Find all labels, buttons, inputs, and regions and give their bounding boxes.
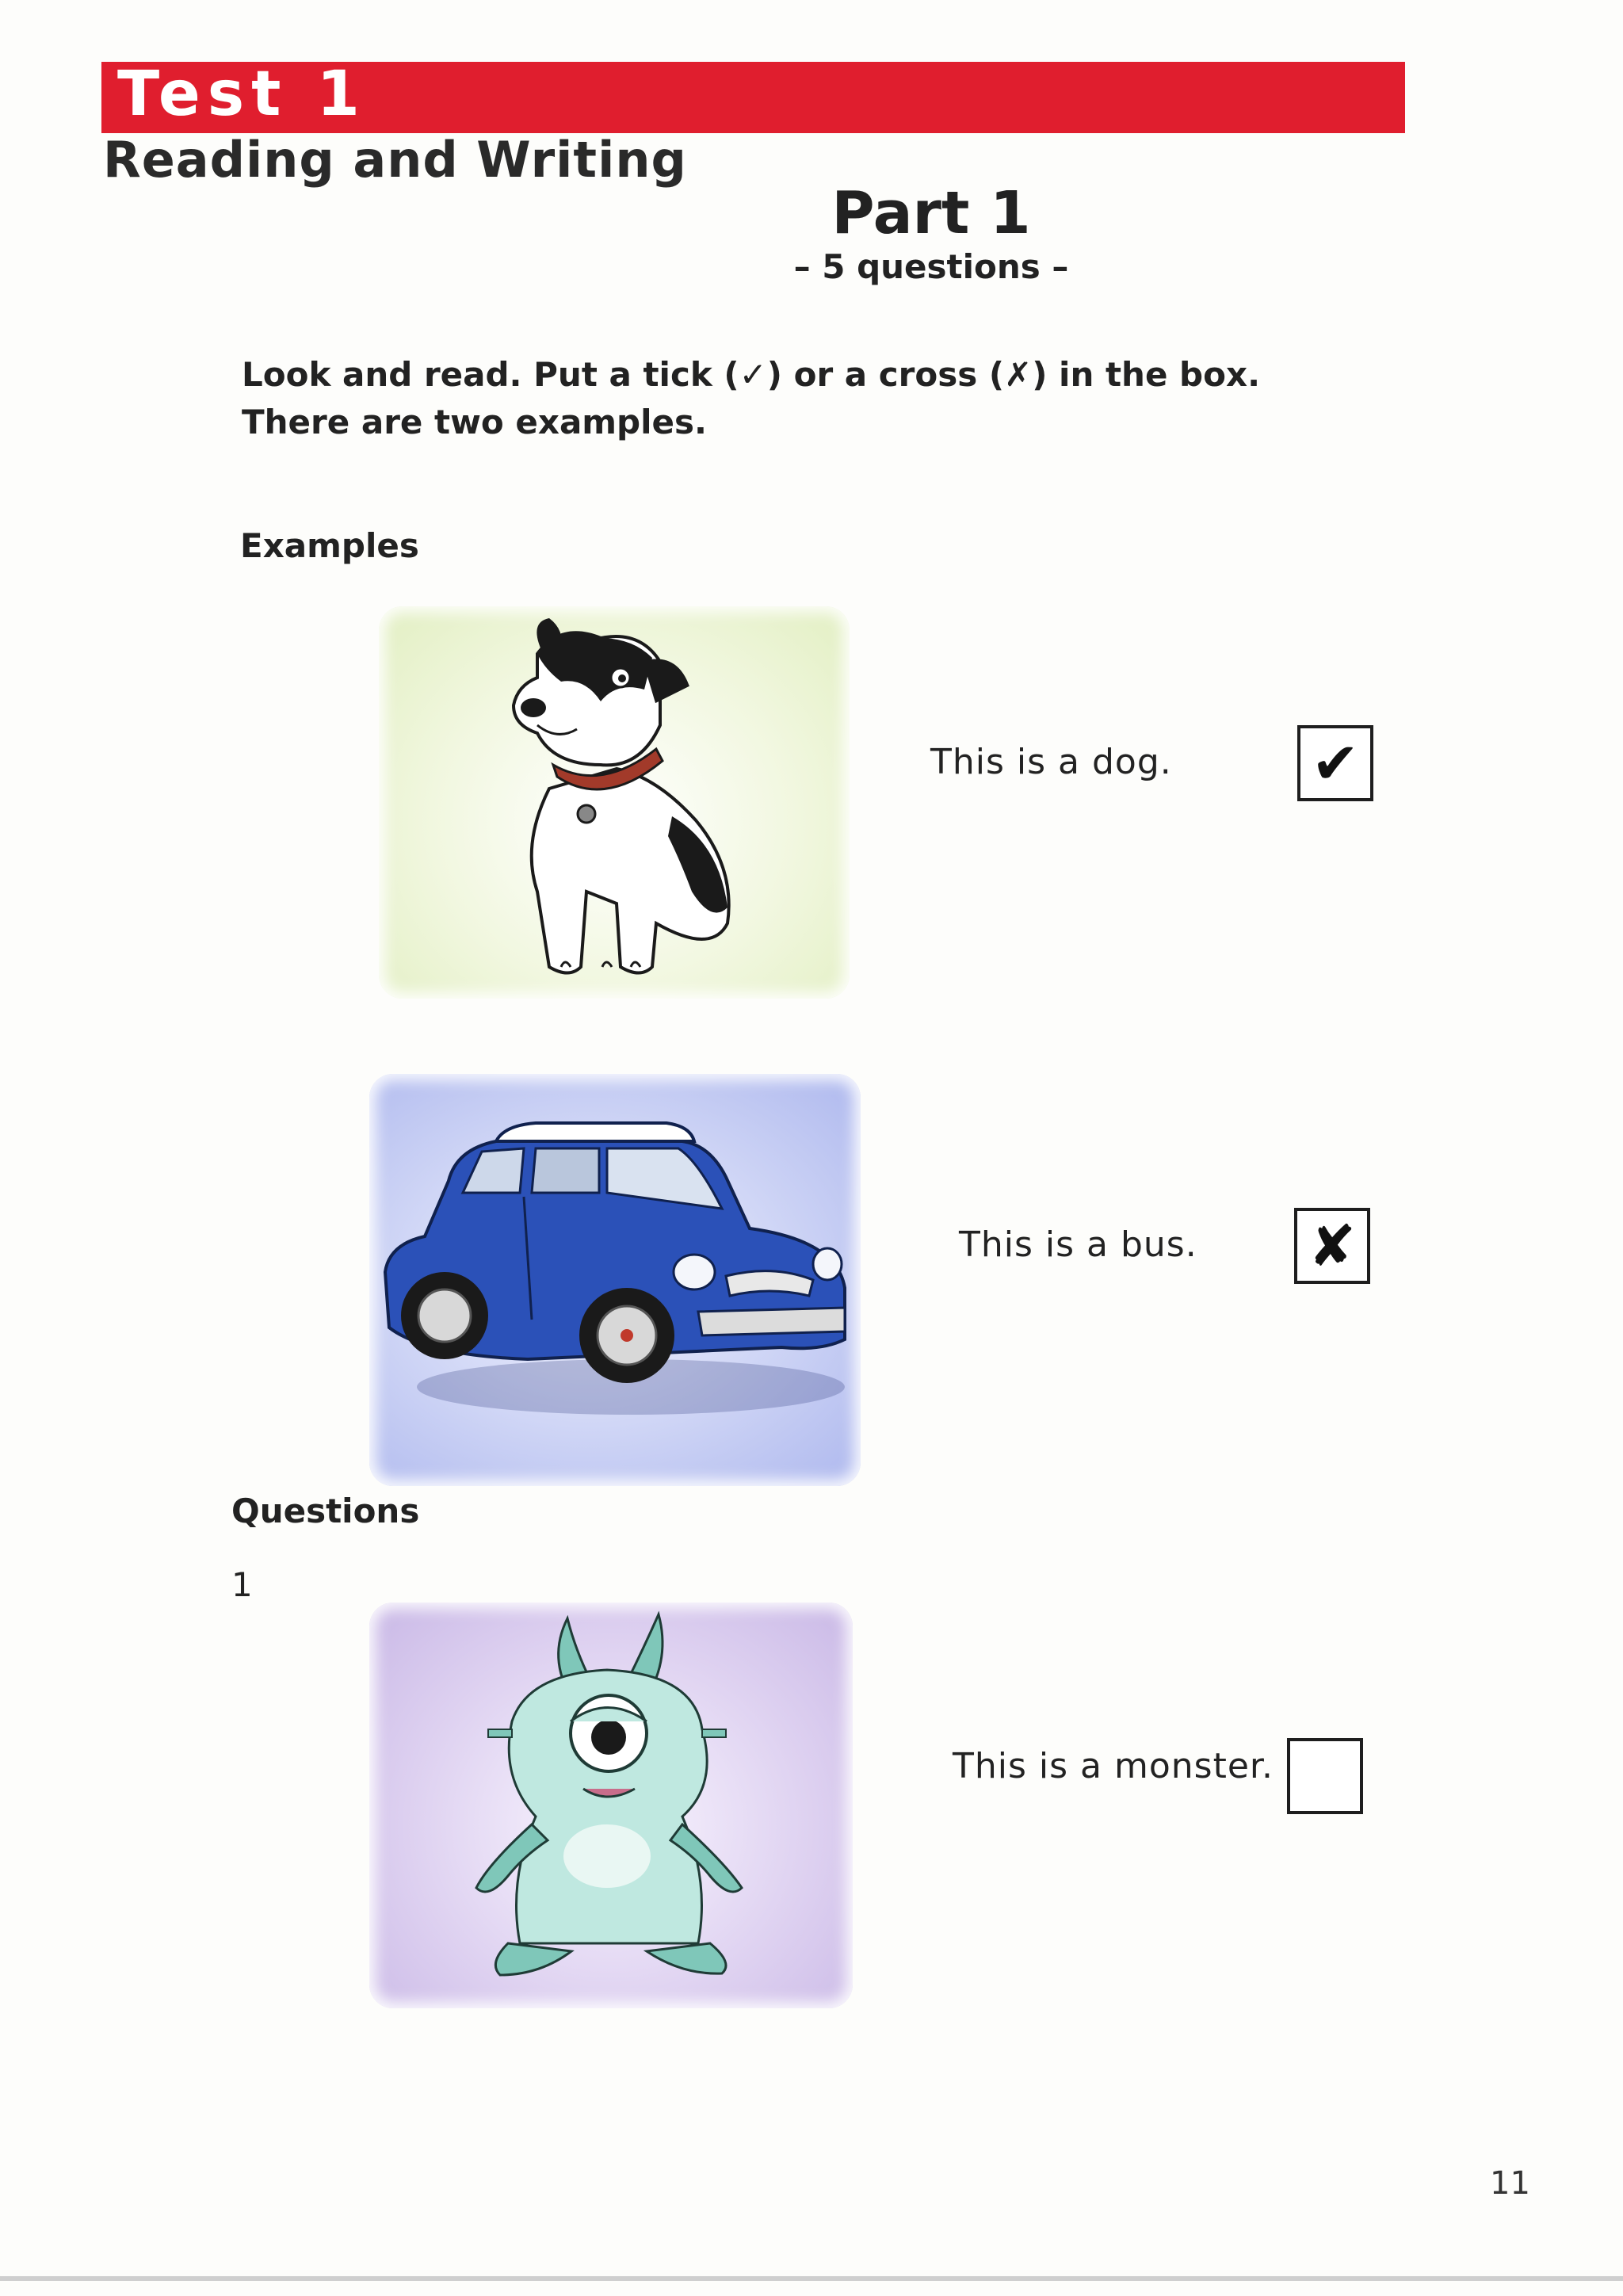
question-1-number: 1 bbox=[231, 1565, 253, 1604]
example-2-sentence: This is a bus. bbox=[959, 1224, 1197, 1265]
dog-illustration bbox=[379, 606, 850, 999]
footer-rule bbox=[0, 2276, 1623, 2281]
question-1-answer-box[interactable] bbox=[1287, 1738, 1363, 1814]
example-2-answer-box bbox=[1294, 1208, 1370, 1284]
questions-heading: Questions bbox=[231, 1492, 420, 1530]
instruction-line-1: Look and read. Put a tick (✓) or a cross (✗) in the box. bbox=[242, 355, 1261, 394]
question-1-sentence: This is a monster. bbox=[953, 1746, 1274, 1786]
cross-mark-icon: ✘ bbox=[1308, 1213, 1357, 1279]
example-1-sentence: This is a dog. bbox=[930, 742, 1172, 782]
examples-heading: Examples bbox=[240, 526, 419, 565]
monster-picture bbox=[369, 1603, 853, 2008]
part-subtitle: – 5 questions – bbox=[793, 247, 1069, 286]
tick-mark-icon: ✔ bbox=[1311, 730, 1360, 797]
dog-picture bbox=[379, 606, 850, 999]
instruction-line-2: There are two examples. bbox=[242, 403, 707, 441]
monster-illustration bbox=[369, 1603, 853, 2008]
part-title: Part 1 bbox=[831, 179, 1031, 247]
example-1-answer-box bbox=[1297, 725, 1373, 801]
car-picture bbox=[369, 1074, 861, 1486]
test-title: Test 1 bbox=[117, 59, 367, 130]
page-number: 11 bbox=[1490, 2165, 1530, 2202]
car-illustration bbox=[369, 1074, 861, 1486]
section-title: Reading and Writing bbox=[103, 131, 687, 189]
